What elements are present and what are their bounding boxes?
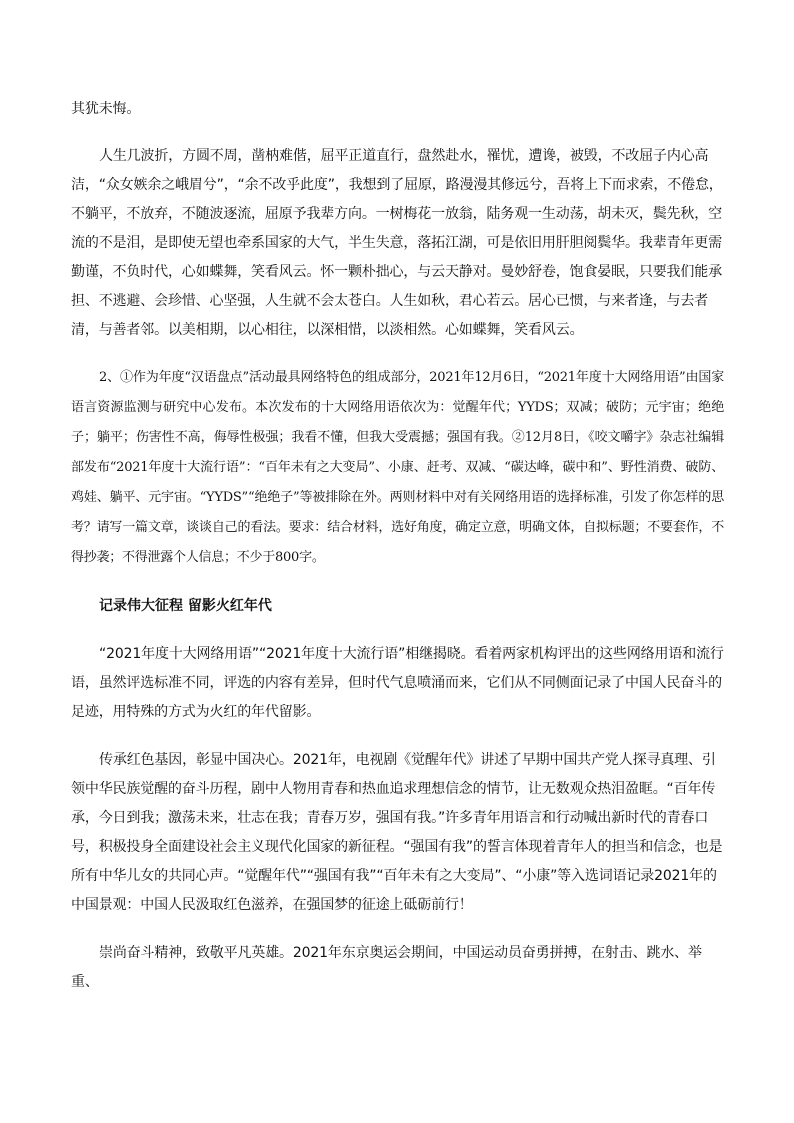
essay-title: 记录伟大征程 留影火红年代: [99, 598, 272, 614]
continuation-paragraph: 其犹未悔。: [71, 101, 141, 117]
essay-paragraph-2: 传承红色基因，彰显中国决心。2021年，电视剧《觉醒年代》讲述了早期中国共产党人探寻真理、引领中华民族觉醒的奋斗历程，剧中人物用青春和热血追求理想信念的情节，让无数观众热泪盈眶。“百年传承，今日到我；激荡未来，壮志在我；青春万岁，强国有我。”许多青年用语言和行动喊出新时代的青春口号，积极投身全面建设社会主义现代化国家的新征程。“强国有我”的誓言体现着青年人的担当和信念，也是所有中华儿女的共同心声。“觉醒年代”“强国有我”“百年未有之大变局”、“小康”等入选词语记录2021年的中国景观：中国人民汲取红色滋养，在强国梦的征途上砥砺前行！: [71, 752, 723, 913]
essay-paragraph-3: 崇尚奋斗精神，致敬平凡英雄。2021年东京奥运会期间，中国运动员奋勇拼搏，在射击、跳水、举重、: [71, 945, 702, 990]
essay-question-prompt: 2、①作为年度“汉语盘点”活动最具网络特色的组成部分，2021年12月6日，“2021年度十大网络用语”由国家语言资源监测与研究中心发布。本次发布的十大网络用语依次为：觉醒年代；YYDS；双减；破防；元宇宙；绝绝子；躺平；伤害性不高，侮辱性极强；我看不懂，但我大受震撼；强国有我。②12月8日，《咬文嚼字》杂志社编辑部发布“2021年度十大流行语”：“百年未有之大变局”、小康、赶考、双减、“碳达峰，碳中和”、野性消费、破防、鸡娃、躺平、元宇宙。“YYDS”“绝绝子”等被排除在外。两则材料中对有关网络用语的选择标准，引发了你怎样的思考？请写一篇文章，谈谈自己的看法。要求：结合材料，选好角度，确定立意，明确文体，自拟标题；不要套作，不得抄袭；不得泄露个人信息；不少于800字。: [71, 370, 724, 565]
life-reflection-paragraph: 人生几波折，方圆不周，凿枘难偕，屈平正道直行，盘然赴水，罹忧，遭谗，被毁，不改屈子内心高洁，“众女嫉余之峨眉兮”，“余不改乎此度”，我想到了屈原，路漫漫其修远兮，吾将上下而求索，不倦怠，不躺平，不放弃，不随波逐流，屈原予我辈方向。一树梅花一放翁，陆务观一生动荡，胡未灭，鬓先秋，空流的不是泪，是即使无望也牵系国家的大气，半生失意，落拓江湖，可是依旧用肝胆阅鬓华。我辈青年更需勤谨，不负时代，心如蝶舞，笑看风云。怀一颗朴拙心，与云天静对。曼妙舒卷，饱食晏眠，只要我们能承担、不逃避、会珍惜、心坚强，人生就不会太苍白。人生如秋，君心若云。居心已惯，与来者逢，与去者清，与善者邻。以美相期，以心相往，以深相惜，以淡相然。心如蝶舞，笑看风云。: [71, 148, 723, 338]
essay-paragraph-1: “2021年度十大网络用语”“2021年度十大流行语”相继揭晓。看着两家机构评出的这些网络用语和流行语，虽然评选标准不同，评选的内容有差异，但时代气息喷涌而来，它们从不同侧面记录了中国人民奋斗的足迹，用特殊的方式为火红的年代留影。: [71, 646, 724, 720]
